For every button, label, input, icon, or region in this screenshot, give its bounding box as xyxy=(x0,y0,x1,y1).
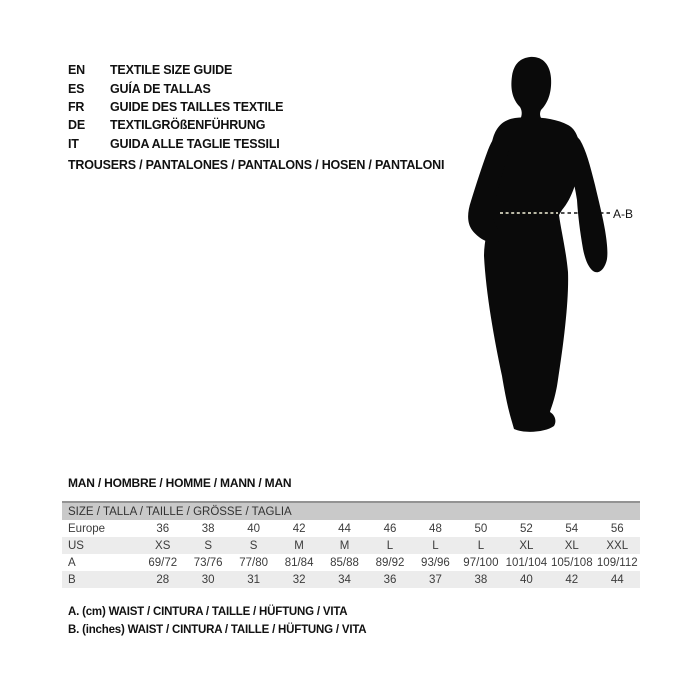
size-cell: 42 xyxy=(292,522,306,535)
gender-line: MAN / HOMBRE / HOMME / MANN / MAN xyxy=(68,476,292,490)
size-cell: 101/104 xyxy=(505,556,548,569)
size-cell: 28 xyxy=(156,573,170,586)
size-cell: 38 xyxy=(201,522,215,535)
language-row xyxy=(68,135,283,153)
size-cell: 46 xyxy=(383,522,397,535)
size-cell: 89/92 xyxy=(375,556,405,569)
language-code: EN xyxy=(68,63,85,78)
size-cell: 69/72 xyxy=(148,556,178,569)
size-cell: XXL xyxy=(606,539,629,552)
size-cell: 42 xyxy=(565,573,579,586)
size-cell: 85/88 xyxy=(330,556,359,569)
language-title: TEXTILGRÖßENFÜHRUNG xyxy=(110,118,266,133)
size-cell: 40 xyxy=(247,522,261,535)
man-silhouette-head xyxy=(511,57,551,122)
size-cell: 109/112 xyxy=(596,556,638,569)
table-row-europe xyxy=(62,520,640,537)
row-label: US xyxy=(68,539,84,552)
size-cell: 36 xyxy=(383,573,397,586)
size-cell: M xyxy=(339,539,350,552)
language-title: GUIDA ALLE TAGLIE TESSILI xyxy=(110,136,280,151)
size-cell: 97/100 xyxy=(463,556,499,569)
size-cell: 38 xyxy=(474,573,488,586)
row-label: B xyxy=(68,573,76,586)
size-cell: 52 xyxy=(519,522,533,535)
size-cell: 50 xyxy=(474,522,488,535)
table-row-waist-cm xyxy=(62,554,640,571)
size-cell: L xyxy=(386,539,394,552)
language-title: TEXTILE SIZE GUIDE xyxy=(110,63,233,78)
language-code: ES xyxy=(68,81,85,96)
size-cell: L xyxy=(477,539,485,552)
measurement-notes xyxy=(68,604,366,639)
note-waist-cm: A. (cm) WAIST / CINTURA / TAILLE / HÜFTUNG / VITA xyxy=(68,606,348,618)
garment-type-line: TROUSERS / PANTALONES / PANTALONS / HOSEN / PANTALONI xyxy=(68,158,445,172)
note-waist-inches: B. (inches) WAIST / CINTURA / TAILLE / HÜFTUNG / VITA xyxy=(68,623,367,636)
size-cell: 34 xyxy=(338,573,351,586)
size-cell: M xyxy=(294,539,304,552)
language-code: DE xyxy=(68,118,85,133)
language-row xyxy=(68,98,283,116)
size-cell: XS xyxy=(155,539,171,552)
language-title: GUÍA DE TALLAS xyxy=(110,81,211,96)
size-table xyxy=(62,501,640,588)
table-row-waist-inches xyxy=(62,571,640,588)
size-cell: 54 xyxy=(565,522,579,535)
language-code: IT xyxy=(68,136,79,151)
size-cell: 30 xyxy=(201,573,215,586)
size-cell: 40 xyxy=(519,573,533,586)
language-row xyxy=(68,79,283,97)
table-row-us xyxy=(62,537,640,554)
figure-silhouette xyxy=(450,50,670,450)
size-cell: 93/96 xyxy=(421,556,450,569)
size-cell: 48 xyxy=(429,522,442,535)
size-table-header-row xyxy=(62,502,640,520)
language-row xyxy=(68,61,283,79)
measure-label: A-B xyxy=(613,207,634,221)
size-cell: L xyxy=(432,539,439,552)
size-cell: 31 xyxy=(247,573,261,586)
size-cell: 32 xyxy=(292,573,306,586)
size-cell: 105/108 xyxy=(551,556,593,569)
size-cell: 36 xyxy=(156,522,170,535)
size-cell: XL xyxy=(519,539,534,552)
language-code: FR xyxy=(68,99,85,114)
size-table-header: SIZE / TALLA / TAILLE / GRÖSSE / TAGLIA xyxy=(62,502,640,520)
size-cell: XL xyxy=(564,539,579,552)
size-cell: 44 xyxy=(610,573,624,586)
language-title: GUIDE DES TAILLES TEXTILE xyxy=(110,99,284,114)
row-label: Europe xyxy=(68,522,106,535)
size-cell: 73/76 xyxy=(193,556,223,569)
size-cell: 77/80 xyxy=(239,556,269,569)
size-cell: 44 xyxy=(338,522,351,535)
language-list xyxy=(68,61,283,153)
size-cell: S xyxy=(204,539,213,552)
size-cell: 81/84 xyxy=(284,556,314,569)
row-label: A xyxy=(68,556,76,569)
size-cell: 37 xyxy=(429,573,442,586)
size-cell: 56 xyxy=(610,522,624,535)
size-cell: S xyxy=(249,539,258,552)
language-row xyxy=(68,116,283,134)
